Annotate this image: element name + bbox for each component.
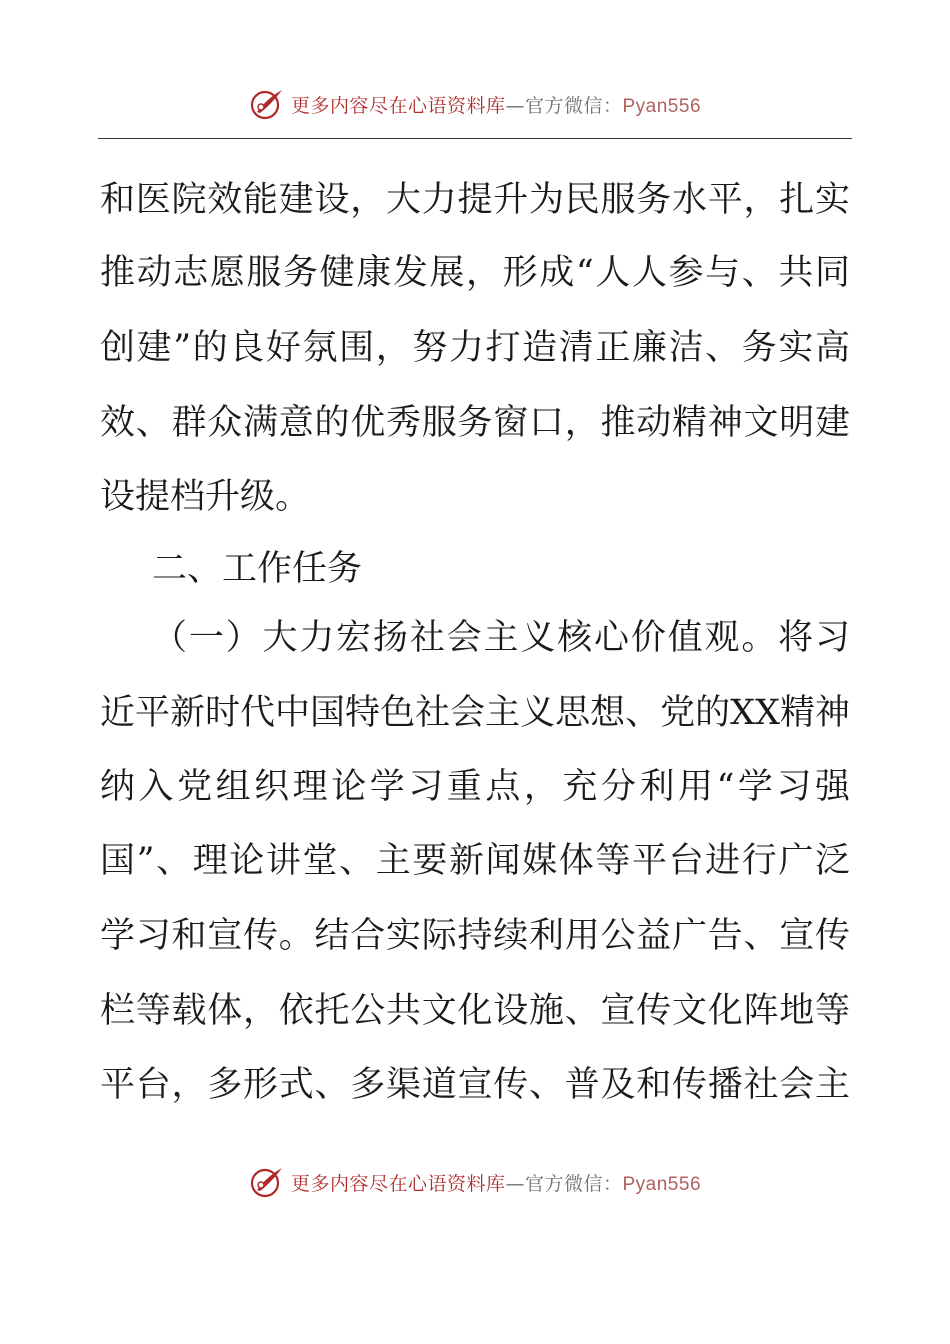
quill-logo-icon	[249, 86, 285, 122]
body-line: 和医院效能建设，大力提升为民服务水平，扎实	[100, 180, 850, 220]
body-line: 设提档升级。	[100, 477, 311, 517]
body-line: 效、群众满意的优秀服务窗口，推动精神文明建	[100, 403, 850, 443]
banner-main: 更多内容尽在心语资料库	[290, 94, 506, 117]
body-line: 近平新时代中国特色社会主义思想、党的XX精神	[100, 693, 850, 733]
banner-wechat-id: Pyan556	[622, 95, 702, 117]
section-heading: 二、工作任务	[152, 549, 363, 589]
banner-sub: —官方微信：	[505, 1172, 623, 1195]
body-line: 国”、理论讲堂、主要新闻媒体等平台进行广泛	[100, 841, 850, 881]
banner-text	[291, 1169, 701, 1196]
body-line: 平台，多形式、多渠道宣传、普及和传播社会主	[100, 1065, 850, 1105]
banner-main: 更多内容尽在心语资料库	[290, 1172, 506, 1195]
body-line: 推动志愿服务健康发展，形成“人人参与、共同	[100, 253, 850, 293]
body-line: 纳入党组织理论学习重点，充分利用“学习强	[100, 767, 850, 807]
subsection-heading-line: （一）大力宏扬社会主义核心价值观。将习	[152, 618, 850, 658]
header-banner	[0, 84, 950, 124]
footer-banner	[0, 1162, 950, 1202]
body-line: 学习和宣传。结合实际持续利用公益广告、宣传	[100, 916, 850, 956]
body-line: 创建”的良好氛围，努力打造清正廉洁、务实高	[100, 328, 850, 368]
header-divider	[98, 138, 852, 139]
body-line: 栏等载体，依托公共文化设施、宣传文化阵地等	[100, 991, 850, 1031]
quill-logo-icon	[249, 1164, 285, 1200]
banner-wechat-id: Pyan556	[622, 1173, 702, 1195]
banner-text	[291, 91, 701, 118]
banner-sub: —官方微信：	[505, 94, 623, 117]
